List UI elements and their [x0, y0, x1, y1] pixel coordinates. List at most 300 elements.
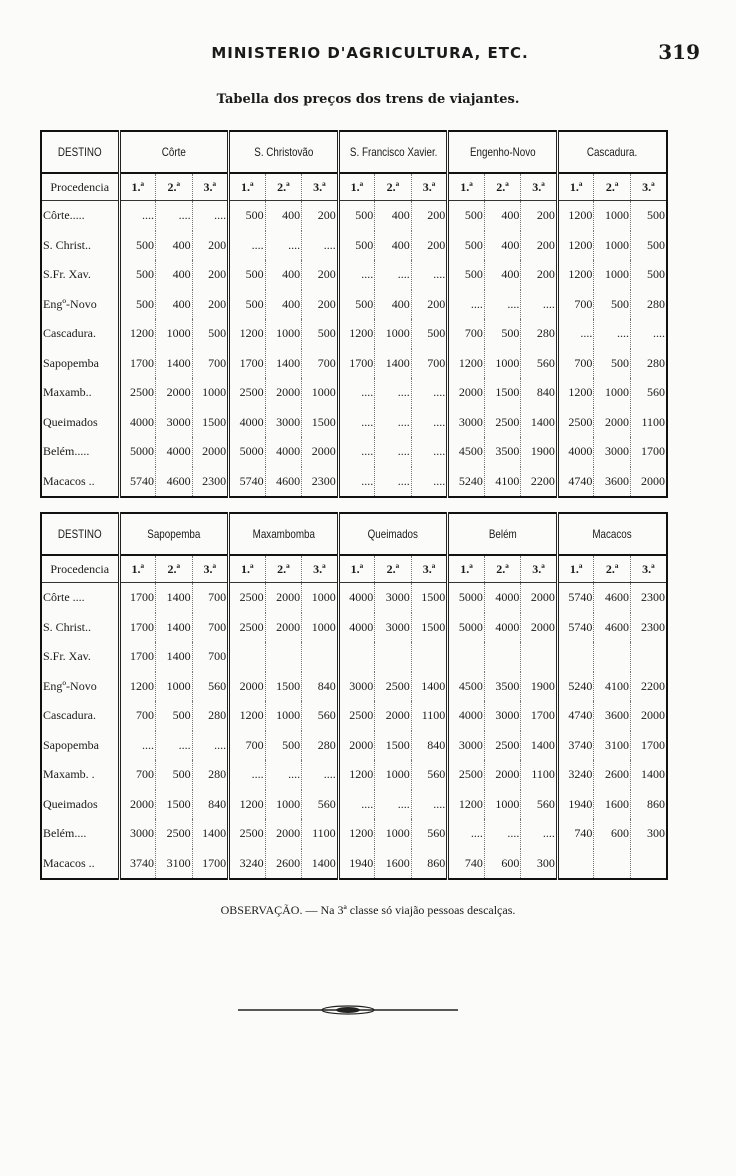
fare-cell: 1400	[192, 819, 229, 849]
fare-cell: 400	[375, 290, 412, 320]
fare-cell: 2500	[338, 701, 375, 731]
fare-cell: 1940	[557, 790, 594, 820]
fare-cell	[338, 642, 375, 672]
fare-cell: 1000	[302, 583, 339, 613]
origin-label: Cascadura.	[41, 319, 119, 349]
fare-cell: ....	[630, 319, 667, 349]
fare-cell: 1200	[338, 819, 375, 849]
fare-cell: 4600	[594, 583, 631, 613]
fare-cell: 1900	[521, 672, 558, 702]
fare-cell: ....	[265, 760, 302, 790]
fare-cell: 2000	[192, 437, 229, 467]
class-header: 3.ª	[192, 173, 229, 201]
class-header: 1.ª	[229, 555, 266, 583]
fare-cell	[521, 642, 558, 672]
fare-cell: 4000	[484, 583, 521, 613]
fare-cell: 5740	[557, 583, 594, 613]
fare-row	[41, 701, 667, 731]
fare-cell: 700	[229, 731, 266, 761]
fare-cell: 200	[521, 201, 558, 231]
fare-cell: 560	[302, 790, 339, 820]
fare-row	[41, 260, 667, 290]
fare-cell: ....	[119, 201, 156, 231]
fare-cell: 1100	[302, 819, 339, 849]
fare-row	[41, 642, 667, 672]
fare-cell: ....	[338, 378, 375, 408]
fare-cell: 560	[411, 819, 448, 849]
fare-cell: 500	[594, 290, 631, 320]
ornament-divider	[238, 1003, 458, 1017]
fare-cell: 1500	[411, 613, 448, 643]
destination-header-c-rte: Côrte	[129, 131, 219, 173]
class-header: 2.ª	[375, 173, 412, 201]
fare-cell: 500	[119, 231, 156, 261]
fare-cell: 500	[265, 731, 302, 761]
fare-cell: 3000	[448, 731, 485, 761]
fare-cell: 2300	[302, 467, 339, 498]
fare-cell: ....	[411, 790, 448, 820]
fare-cell: 200	[411, 201, 448, 231]
fare-cell: 1000	[302, 378, 339, 408]
origin-label: Sapopemba	[41, 731, 119, 761]
fare-cell: 560	[192, 672, 229, 702]
fare-cell: ....	[156, 201, 193, 231]
fare-cell: 2000	[229, 672, 266, 702]
fare-cell	[594, 642, 631, 672]
fare-cell: 1000	[192, 378, 229, 408]
fare-cell: 1000	[484, 790, 521, 820]
fare-cell: 4000	[338, 583, 375, 613]
fare-cell: 2300	[630, 583, 667, 613]
fare-cell: 1400	[302, 849, 339, 880]
fare-cell: 2500	[156, 819, 193, 849]
fare-cell: 3000	[375, 613, 412, 643]
fare-cell	[557, 642, 594, 672]
fare-cell: 1400	[156, 642, 193, 672]
fare-cell: 1200	[229, 790, 266, 820]
fare-cell: ....	[484, 290, 521, 320]
fare-cell: 200	[302, 290, 339, 320]
fare-cell: 4100	[594, 672, 631, 702]
class-header: 3.ª	[521, 173, 558, 201]
fare-cell: 560	[630, 378, 667, 408]
fare-cell	[411, 642, 448, 672]
class-header: 1.ª	[229, 173, 266, 201]
fare-row	[41, 613, 667, 643]
origin-label: Cascadura.	[41, 701, 119, 731]
origin-label: Belém.....	[41, 437, 119, 467]
origin-label: Maxamb. .	[41, 760, 119, 790]
fare-cell: 4000	[448, 701, 485, 731]
fare-cell: 400	[484, 231, 521, 261]
fare-cell: 700	[192, 583, 229, 613]
fare-cell: 400	[375, 231, 412, 261]
class-header: 2.ª	[594, 173, 631, 201]
fare-cell: 1200	[557, 231, 594, 261]
fare-cell: ....	[375, 437, 412, 467]
fare-cell: 1000	[375, 760, 412, 790]
fare-cell: 3740	[557, 731, 594, 761]
fare-cell: ....	[375, 790, 412, 820]
fare-row	[41, 437, 667, 467]
fare-cell: 2500	[484, 408, 521, 438]
fare-cell: 5000	[229, 437, 266, 467]
class-header: 3.ª	[411, 173, 448, 201]
fare-cell: 2000	[521, 583, 558, 613]
fare-cell: 2500	[229, 613, 266, 643]
class-header: 1.ª	[119, 173, 156, 201]
fare-cell: 1500	[156, 790, 193, 820]
fare-cell: 200	[411, 290, 448, 320]
fare-cell: 500	[119, 260, 156, 290]
fare-cell: 2000	[630, 467, 667, 498]
fare-cell: 4000	[156, 437, 193, 467]
fare-cell: 2600	[594, 760, 631, 790]
fare-cell: 3500	[484, 437, 521, 467]
destination-header-s-christov-o: S. Christovão	[238, 131, 328, 173]
fare-cell: 1700	[338, 349, 375, 379]
fare-cell: 2500	[119, 378, 156, 408]
class-header: 1.ª	[119, 555, 156, 583]
fare-cell: 1000	[375, 319, 412, 349]
fare-cell: 4500	[448, 437, 485, 467]
fare-cell: 1700	[119, 349, 156, 379]
page-header	[40, 40, 700, 70]
fare-cell: 1700	[630, 437, 667, 467]
fare-cell: ....	[411, 437, 448, 467]
fare-cell: 840	[521, 378, 558, 408]
fare-cell: 2500	[484, 731, 521, 761]
fare-cell: 560	[302, 701, 339, 731]
fare-row	[41, 319, 667, 349]
fare-cell: 1940	[338, 849, 375, 880]
fare-cell: ....	[411, 260, 448, 290]
fare-cell: 500	[448, 260, 485, 290]
class-header: 2.ª	[484, 173, 521, 201]
fare-cell: 500	[630, 201, 667, 231]
fare-cell: 500	[338, 290, 375, 320]
fare-cell: 2500	[229, 819, 266, 849]
destino-header: DESTINO	[48, 513, 112, 555]
fare-cell: 3000	[119, 819, 156, 849]
procedencia-label: Procedencia	[41, 173, 119, 201]
fare-cell	[484, 642, 521, 672]
fare-cell: 700	[557, 349, 594, 379]
observation-note: OBSERVAÇÃO. — Na 3ª classe só viajão pessoas descalças.	[220, 903, 516, 917]
fare-cell: ....	[557, 319, 594, 349]
fare-cell: 1000	[302, 613, 339, 643]
fare-row	[41, 231, 667, 261]
fare-cell: ....	[484, 819, 521, 849]
fare-table-top	[40, 130, 668, 498]
origin-label: Côrte ....	[41, 583, 119, 613]
origin-label: Queimados	[41, 790, 119, 820]
fare-cell: 2000	[448, 378, 485, 408]
fare-cell: ....	[302, 760, 339, 790]
fare-cell: 300	[630, 819, 667, 849]
fare-cell: 3000	[448, 408, 485, 438]
fare-row	[41, 731, 667, 761]
fare-cell: 280	[302, 731, 339, 761]
fare-cell: 2200	[630, 672, 667, 702]
fare-cell: 1000	[156, 319, 193, 349]
fare-cell: 1500	[375, 731, 412, 761]
class-header: 1.ª	[338, 555, 375, 583]
origin-label: Queimados	[41, 408, 119, 438]
fare-cell: 1700	[521, 701, 558, 731]
class-header: 1.ª	[448, 555, 485, 583]
fare-cell: 1700	[229, 349, 266, 379]
fare-cell: 2000	[265, 378, 302, 408]
fare-cell: 3600	[594, 701, 631, 731]
destino-header: DESTINO	[48, 131, 112, 173]
fare-cell: 2300	[630, 613, 667, 643]
fare-cell: 1200	[338, 319, 375, 349]
fare-cell: 500	[448, 231, 485, 261]
fare-cell: 1700	[119, 642, 156, 672]
fare-cell: 2000	[265, 819, 302, 849]
fare-cell: 200	[192, 231, 229, 261]
fare-cell: 1400	[375, 349, 412, 379]
fare-cell: ....	[229, 760, 266, 790]
fare-cell: 3000	[594, 437, 631, 467]
fare-cell: ....	[448, 819, 485, 849]
fare-cell: 5740	[557, 613, 594, 643]
fare-cell: ....	[338, 260, 375, 290]
fare-cell: 280	[630, 349, 667, 379]
fare-cell: ....	[119, 731, 156, 761]
fare-cell: ....	[448, 290, 485, 320]
fare-cell: ....	[338, 790, 375, 820]
table-title: Tabella dos preços dos trens de viajantes.	[216, 92, 520, 107]
fare-cell: 500	[338, 231, 375, 261]
fare-cell: 1400	[156, 613, 193, 643]
fare-cell: 860	[630, 790, 667, 820]
fare-cell: 1200	[557, 260, 594, 290]
fare-cell: 5740	[119, 467, 156, 498]
fare-cell: 2000	[484, 760, 521, 790]
fare-cell: 3100	[156, 849, 193, 880]
fare-cell: 3240	[557, 760, 594, 790]
fare-cell: 280	[521, 319, 558, 349]
fare-cell: 700	[119, 760, 156, 790]
fare-row	[41, 672, 667, 702]
fare-cell: 1400	[630, 760, 667, 790]
fare-cell: 740	[557, 819, 594, 849]
fare-cell: 1500	[484, 378, 521, 408]
class-header: 3.ª	[302, 555, 339, 583]
fare-cell: 500	[229, 260, 266, 290]
fare-cell: 4600	[594, 613, 631, 643]
destination-header-bel-m: Belém	[458, 513, 548, 555]
fare-cell: 2000	[302, 437, 339, 467]
page-number: 319	[658, 40, 700, 64]
fare-cell: 400	[484, 260, 521, 290]
fare-cell: 1000	[265, 701, 302, 731]
fare-cell: 1500	[265, 672, 302, 702]
fare-cell: 200	[192, 260, 229, 290]
fare-cell: 2500	[229, 583, 266, 613]
fare-cell: ....	[192, 201, 229, 231]
fare-cell: 200	[302, 201, 339, 231]
fare-cell: 1100	[630, 408, 667, 438]
procedencia-label: Procedencia	[41, 555, 119, 583]
fare-cell: 1200	[338, 760, 375, 790]
fare-cell: ....	[338, 408, 375, 438]
fare-cell: 1000	[594, 231, 631, 261]
fare-cell: 1200	[557, 201, 594, 231]
fare-cell: 700	[302, 349, 339, 379]
fare-cell: 4000	[484, 613, 521, 643]
fare-cell: 2000	[265, 613, 302, 643]
fare-cell: 840	[192, 790, 229, 820]
class-header: 3.ª	[521, 555, 558, 583]
origin-label: Côrte.....	[41, 201, 119, 231]
fare-cell: 2200	[521, 467, 558, 498]
fare-cell: 4500	[448, 672, 485, 702]
fare-cell: 2000	[375, 701, 412, 731]
destination-header-macacos: Macacos	[567, 513, 657, 555]
fare-cell: 500	[119, 290, 156, 320]
fare-cell: 600	[484, 849, 521, 880]
fare-cell: 3000	[156, 408, 193, 438]
destination-header-queimados: Queimados	[348, 513, 438, 555]
fare-cell	[557, 849, 594, 880]
class-header: 2.ª	[156, 173, 193, 201]
fare-cell: 2500	[375, 672, 412, 702]
fare-cell: 4000	[557, 437, 594, 467]
fare-cell: 5240	[448, 467, 485, 498]
fare-cell: ....	[521, 290, 558, 320]
class-header: 3.ª	[302, 173, 339, 201]
fare-cell: 5000	[448, 583, 485, 613]
fare-cell: 1900	[521, 437, 558, 467]
fare-cell: 500	[338, 201, 375, 231]
fare-cell: 400	[265, 260, 302, 290]
fare-cell: 3000	[375, 583, 412, 613]
fare-cell: 1000	[375, 819, 412, 849]
fare-cell: 860	[411, 849, 448, 880]
fare-cell: 400	[156, 231, 193, 261]
class-header: 2.ª	[265, 555, 302, 583]
destination-header-sapopemba: Sapopemba	[129, 513, 219, 555]
fare-cell: 1000	[594, 260, 631, 290]
fare-cell: 3000	[265, 408, 302, 438]
fare-cell: 500	[630, 260, 667, 290]
fare-cell: 500	[484, 319, 521, 349]
fare-cell	[302, 642, 339, 672]
fare-cell: 500	[156, 760, 193, 790]
fare-row	[41, 760, 667, 790]
fare-cell: 2500	[557, 408, 594, 438]
fare-cell: ....	[229, 231, 266, 261]
fare-cell: 500	[229, 290, 266, 320]
fare-cell: 700	[411, 349, 448, 379]
fare-cell: 2000	[338, 731, 375, 761]
fare-cell: 1700	[192, 849, 229, 880]
fare-cell: 1200	[557, 378, 594, 408]
origin-label: Belém....	[41, 819, 119, 849]
fare-cell: 3100	[594, 731, 631, 761]
class-header: 2.ª	[594, 555, 631, 583]
fare-cell: 400	[156, 260, 193, 290]
fare-row	[41, 201, 667, 231]
fare-cell: 3600	[594, 467, 631, 498]
fare-cell: 1500	[411, 583, 448, 613]
fare-cell: 1100	[521, 760, 558, 790]
fare-row	[41, 378, 667, 408]
fare-cell: 3740	[119, 849, 156, 880]
fare-cell: 4000	[265, 437, 302, 467]
fare-cell: 4000	[338, 613, 375, 643]
fare-cell: 1400	[521, 731, 558, 761]
fare-cell: 280	[192, 701, 229, 731]
fare-row	[41, 790, 667, 820]
fare-cell: 1500	[302, 408, 339, 438]
class-header: 2.ª	[484, 555, 521, 583]
fare-cell: 2000	[594, 408, 631, 438]
class-header: 2.ª	[375, 555, 412, 583]
fare-cell: 1000	[265, 319, 302, 349]
fare-cell: 2000	[521, 613, 558, 643]
fare-cell: 840	[302, 672, 339, 702]
destination-header-s-francisco-xavier: S. Francisco Xavier.	[348, 131, 438, 173]
fare-cell: 1200	[229, 701, 266, 731]
fare-cell: 1600	[594, 790, 631, 820]
class-header: 2.ª	[265, 173, 302, 201]
fare-cell: 2300	[192, 467, 229, 498]
fare-cell: 840	[411, 731, 448, 761]
origin-label: S.Fr. Xav.	[41, 260, 119, 290]
fare-cell: 2500	[448, 760, 485, 790]
fare-cell: 4000	[119, 408, 156, 438]
fare-cell: 200	[192, 290, 229, 320]
fare-cell: ....	[594, 319, 631, 349]
fare-cell: 280	[192, 760, 229, 790]
fare-cell	[594, 849, 631, 880]
fare-cell: ....	[375, 378, 412, 408]
fare-cell: ....	[338, 467, 375, 498]
fare-table-bottom	[40, 512, 668, 880]
fare-cell: 4100	[484, 467, 521, 498]
origin-label: Sapopemba	[41, 349, 119, 379]
destination-header-engenho-novo: Engenho-Novo	[458, 131, 548, 173]
fare-cell: 3000	[484, 701, 521, 731]
fare-cell: 560	[521, 349, 558, 379]
fare-cell: 2000	[119, 790, 156, 820]
fare-cell: 5000	[119, 437, 156, 467]
fare-cell: ....	[302, 231, 339, 261]
destination-header-maxambomba: Maxambomba	[238, 513, 328, 555]
fare-cell: 2600	[265, 849, 302, 880]
fare-cell: 400	[156, 290, 193, 320]
fare-cell: ....	[156, 731, 193, 761]
fare-cell: 1200	[119, 319, 156, 349]
fare-cell: 200	[521, 231, 558, 261]
origin-label: Macacos ..	[41, 849, 119, 880]
fare-cell	[630, 849, 667, 880]
fare-row	[41, 349, 667, 379]
origin-label: Engº-Novo	[41, 290, 119, 320]
fare-cell: 700	[192, 613, 229, 643]
fare-cell: 1000	[484, 349, 521, 379]
fare-cell: 500	[302, 319, 339, 349]
fare-cell	[229, 642, 266, 672]
fare-cell: 700	[557, 290, 594, 320]
fare-cell: 4600	[265, 467, 302, 498]
fare-cell: 1000	[594, 201, 631, 231]
fare-row	[41, 819, 667, 849]
